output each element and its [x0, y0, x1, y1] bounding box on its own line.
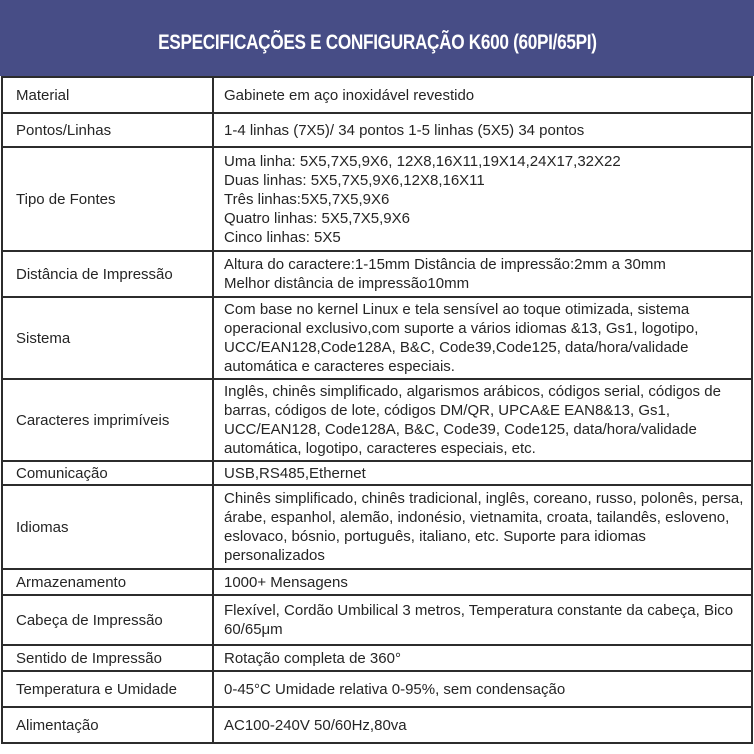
row-label: Caracteres imprimíveis	[2, 379, 213, 461]
row-label: Tipo de Fontes	[2, 147, 213, 251]
page-title: ESPECIFICAÇÕES E CONFIGURAÇÃO K600 (60PI/65PI)	[157, 31, 597, 54]
row-value	[213, 671, 752, 707]
row-value	[213, 251, 752, 297]
row-value-line: Duas linhas: 5X5,7X5,9X6,12X8,16X11	[224, 171, 485, 189]
row-value-line: USB,RS485,Ethernet	[224, 464, 366, 482]
table-row	[2, 671, 752, 707]
row-value	[213, 485, 752, 569]
row-label: Sistema	[2, 297, 213, 379]
table-row	[2, 485, 752, 569]
row-label: Distância de Impressão	[2, 251, 213, 297]
table-row	[2, 113, 752, 147]
table-row	[2, 379, 752, 461]
row-value	[213, 77, 752, 113]
table-row	[2, 645, 752, 671]
row-value-line: Gabinete em aço inoxidável revestido	[224, 86, 475, 104]
row-label: Alimentação	[2, 707, 213, 743]
row-label: Temperatura e Umidade	[2, 671, 213, 707]
spec-table-body	[2, 77, 752, 743]
table-row	[2, 147, 752, 251]
row-value-line: Cinco linhas: 5X5	[224, 228, 341, 246]
row-label: Comunicação	[2, 461, 213, 485]
row-value	[213, 569, 752, 595]
row-value-line: Com base no kernel Linux e tela sensível ao toque otimizada, sistema operacional exclusivo,com suporte a vários idiomas &13, Gs1, logotipo, UCC/EAN128,Code128A, B&C, Code39,Code125, data/hora/validade automática e caracteres especiais.	[224, 301, 699, 375]
row-value	[213, 645, 752, 671]
row-value-line: Flexível, Cordão Umbilical 3 metros, Temperatura constante da cabeça, Bico 60/65μm	[224, 602, 734, 638]
row-value-line: 0-45°C Umidade relativa 0-95%, sem condensação	[224, 680, 566, 698]
row-value-line: Chinês simplificado, chinês tradicional, inglês, coreano, russo, polonês, persa, árabe, espanhol, alemão, indonésio, vietnamita, croata, tailandês, esloveno, eslovaco, bósnio, português, italiano, etc. Suporte para idiomas personalizados	[224, 490, 744, 564]
table-row	[2, 297, 752, 379]
row-value-line: Rotação completa de 360°	[224, 649, 401, 667]
row-label: Cabeça de Impressão	[2, 595, 213, 645]
row-value	[213, 113, 752, 147]
table-row	[2, 569, 752, 595]
row-value-line: Altura do caractere:1-15mm Distância de impressão:2mm a 30mm	[224, 256, 666, 273]
row-label: Armazenamento	[2, 569, 213, 595]
title-bar	[0, 0, 754, 76]
row-value	[213, 297, 752, 379]
table-row	[2, 77, 752, 113]
table-row	[2, 707, 752, 743]
row-value	[213, 461, 752, 485]
row-value-line: AC100-240V 50/60Hz,80va	[224, 716, 407, 734]
table-row	[2, 461, 752, 485]
row-value-line: 1-4 linhas (7X5)/ 34 pontos 1-5 linhas (5X5) 34 pontos	[224, 121, 585, 139]
row-label: Sentido de Impressão	[2, 645, 213, 671]
row-label: Idiomas	[2, 485, 213, 569]
row-value	[213, 595, 752, 645]
row-value-line: Uma linha: 5X5,7X5,9X6, 12X8,16X11,19X14,24X17,32X22	[224, 152, 621, 170]
row-value-line: Quatro linhas: 5X5,7X5,9X6	[224, 209, 410, 227]
spec-table	[1, 76, 753, 744]
row-value-line: 1000+ Mensagens	[224, 573, 348, 591]
row-value	[213, 379, 752, 461]
row-value	[213, 147, 752, 251]
row-value-line: Inglês, chinês simplificado, algarismos arábicos, códigos serial, códigos de barras, códigos de lote, códigos DM/QR, UPCA&E EAN8&13, Gs1, UCC/EAN128, Code128A, B&C, Code39, Code125, data/hora/validade automática, logotipo, caracteres especiais, etc.	[224, 383, 721, 457]
table-row	[2, 595, 752, 645]
row-label: Pontos/Linhas	[2, 113, 213, 147]
row-value-line: Melhor distância de impressão10mm	[224, 275, 470, 292]
table-row	[2, 251, 752, 297]
row-label: Material	[2, 77, 213, 113]
row-value	[213, 707, 752, 743]
row-value-line: Três linhas:5X5,7X5,9X6	[224, 190, 390, 208]
